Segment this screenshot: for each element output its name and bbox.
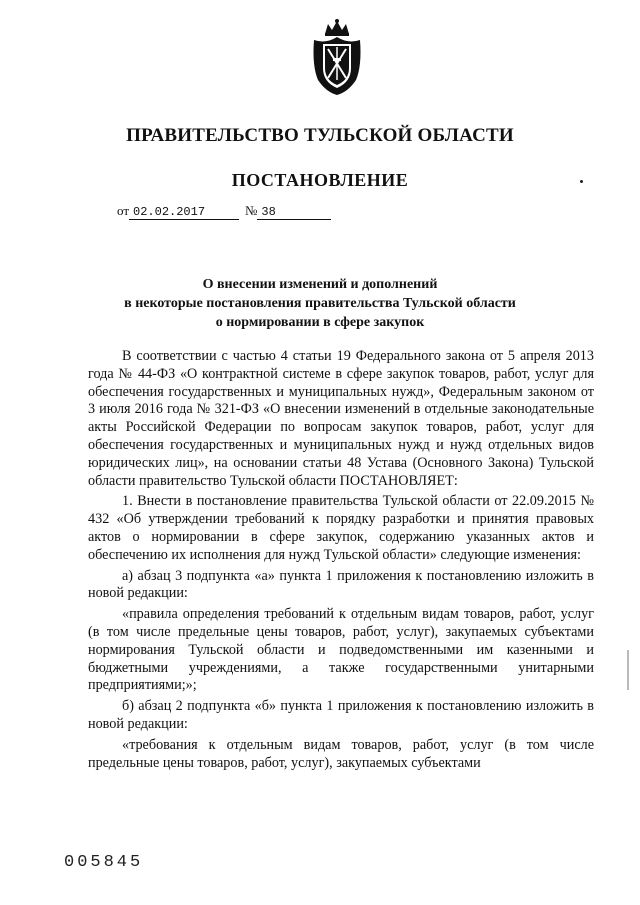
document-meta [117, 203, 331, 220]
tula-coat-of-arms-icon [308, 18, 366, 96]
serial-number-stamp: 005845 [64, 853, 144, 872]
scan-speck [580, 180, 583, 183]
body-paragraph: а) абзац 3 подпункта «а» пункта 1 приложения к постановлению изложить в новой редакции: [88, 567, 594, 602]
subject-line: о нормировании в сфере закупок [215, 315, 425, 330]
document-date: 02.02.2017 [129, 205, 239, 220]
document-body [88, 348, 594, 775]
subject-line: в некоторые постановления правительства Тульской области [124, 296, 516, 311]
body-paragraph: 1. Внести в постановление правительства Тульской области от 22.09.2015 № 432 «Об утверждении требований к порядку разработки и принятия правовых актов о нормировании в сфере закупок, содержанию указанных актов и обеспечению их исполнения для нужд Тульской области» следующие изменения: [88, 493, 594, 563]
body-paragraph: «правила определения требований к отдельным видам товаров, работ, услуг (в том числе предельные цены товаров, работ, услуг), закупаемых субъектами нормирования Тульской области и подведомственными им казенными и бюджетными учреждениями, а также государственными унитарными предприятиями;»; [88, 606, 594, 694]
body-paragraph: б) абзац 2 подпункта «б» пункта 1 приложения к постановлению изложить в новой редакции: [88, 698, 594, 732]
document-type: ПОСТАНОВЛЕНИЕ [231, 170, 409, 190]
document-number: 38 [257, 205, 331, 220]
scan-edge-mark [627, 650, 629, 690]
document-subject [100, 275, 540, 332]
body-paragraph: «требования к отдельным видам товаров, работ, услуг (в том числе предельные цены товаров, работ, услуг), закупаемых субъектами [88, 736, 594, 771]
body-paragraph: В соответствии с частью 4 статьи 19 Федерального закона от 5 апреля 2013 года № 44-ФЗ «О контрактной системе в сфере закупок товаров, работ, услуг для обеспечения государственных и муниципальных нужд», Федеральным законом от 3 июля 2016 года № 321-ФЗ «О внесении изменений в отдельные законодательные акты Российской Федерации по вопросам закупок товаров, работ, услуг для обеспечения государственных и муниципальных нужд и нужд отдельных видов юридических лиц», на основании статьи 48 Устава (Основного Закона) Тульской области правительство Тульской области ПОСТАНОВЛЯЕТ: [88, 348, 594, 489]
organization-title: ПРАВИТЕЛЬСТВО ТУЛЬСКОЙ ОБЛАСТИ [126, 125, 514, 146]
date-label: от [117, 203, 130, 218]
number-label: № [245, 203, 258, 218]
subject-line: О внесении изменений и дополнений [202, 277, 438, 292]
